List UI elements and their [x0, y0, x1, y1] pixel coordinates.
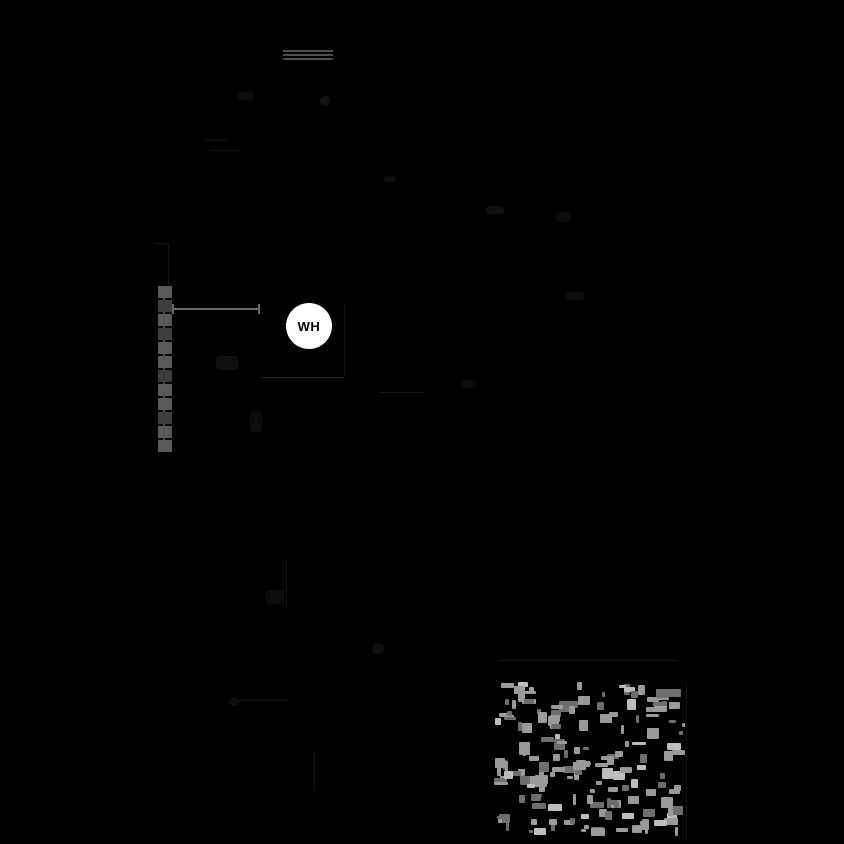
texture-fleck	[512, 700, 516, 709]
texture-fleck	[669, 756, 672, 759]
texture-fleck	[642, 819, 649, 830]
texture-fleck	[497, 816, 506, 819]
texture-fleck	[620, 767, 632, 773]
structural-line	[344, 303, 345, 377]
texture-fleck	[523, 746, 526, 756]
texture-fleck	[616, 828, 628, 832]
texture-fleck	[622, 785, 629, 791]
texture-fleck	[532, 803, 546, 809]
texture-fleck	[531, 819, 537, 825]
texture-fleck	[608, 800, 618, 805]
texture-fleck	[622, 813, 634, 819]
texture-fleck	[538, 712, 547, 723]
texture-fleck	[658, 782, 666, 788]
structural-line	[286, 560, 287, 608]
texture-fleck	[682, 723, 685, 727]
stair-ladder-symbol	[158, 286, 172, 452]
speckled-texture-area	[494, 682, 686, 840]
texture-fleck	[631, 691, 638, 698]
ladder-rung	[158, 286, 172, 298]
texture-fleck	[585, 762, 591, 765]
texture-fleck	[522, 723, 532, 733]
faint-blob	[250, 412, 262, 432]
texture-fleck	[615, 751, 623, 757]
texture-fleck	[498, 819, 502, 823]
structural-line	[314, 750, 315, 790]
texture-fleck	[587, 795, 593, 804]
texture-fleck	[625, 741, 629, 747]
ladder-rung	[158, 314, 172, 326]
texture-fleck	[627, 699, 636, 710]
texture-fleck	[529, 756, 539, 761]
texture-fleck	[564, 750, 568, 758]
ladder-rung	[158, 300, 172, 312]
texture-fleck	[597, 702, 604, 710]
texture-fleck	[596, 781, 602, 785]
texture-fleck	[529, 687, 534, 694]
texture-fleck	[631, 779, 638, 788]
texture-fleck	[495, 718, 501, 725]
texture-fleck	[495, 758, 505, 768]
texture-fleck	[501, 683, 514, 688]
structural-line	[212, 150, 240, 151]
texture-fleck	[590, 789, 595, 793]
faint-blob	[238, 92, 254, 100]
texture-fleck	[574, 747, 580, 754]
texture-fleck	[675, 827, 678, 836]
faint-blob	[266, 590, 284, 604]
texture-fleck	[527, 784, 535, 788]
texture-fleck	[541, 737, 554, 742]
texture-fleck	[524, 699, 534, 704]
ladder-rung	[158, 440, 172, 452]
texture-fleck	[551, 724, 561, 729]
texture-fleck	[581, 814, 589, 819]
texture-fleck	[549, 819, 557, 825]
texture-fleck	[646, 714, 659, 717]
structural-line	[686, 682, 687, 840]
texture-fleck	[636, 715, 639, 723]
texture-fleck	[567, 776, 573, 779]
texture-fleck	[660, 773, 665, 779]
texture-fleck	[595, 763, 608, 767]
texture-fleck	[539, 762, 549, 772]
texture-fleck	[647, 728, 659, 739]
texture-fleck	[578, 696, 590, 705]
ladder-rung	[158, 370, 172, 382]
texture-fleck	[656, 689, 669, 698]
structural-line	[168, 243, 169, 287]
texture-fleck	[573, 794, 576, 805]
texture-fleck	[669, 789, 680, 794]
faint-blob	[566, 292, 584, 300]
texture-fleck	[679, 731, 683, 735]
texture-fleck	[557, 741, 567, 744]
texture-fleck	[668, 806, 673, 816]
texture-fleck	[551, 705, 563, 709]
texture-fleck	[608, 787, 618, 792]
faint-blob	[216, 356, 238, 370]
texture-fleck	[550, 772, 555, 777]
faint-blob	[229, 698, 239, 706]
faint-blob	[320, 96, 330, 106]
texture-fleck	[583, 747, 589, 750]
ladder-rung	[158, 412, 172, 424]
texture-fleck	[638, 685, 645, 695]
faint-blob	[462, 380, 476, 388]
texture-fleck	[653, 702, 662, 706]
texture-fleck	[621, 725, 624, 734]
texture-fleck	[529, 830, 533, 833]
texture-fleck	[602, 692, 605, 697]
texture-fleck	[573, 762, 577, 770]
texture-fleck	[602, 768, 613, 779]
texture-fleck	[575, 770, 582, 775]
texture-fleck	[548, 804, 562, 811]
ladder-rung	[158, 426, 172, 438]
texture-fleck	[668, 689, 681, 697]
texture-fleck	[654, 820, 667, 826]
ladder-rung	[158, 342, 172, 354]
texture-fleck	[640, 754, 647, 763]
texture-fleck	[646, 789, 656, 796]
texture-fleck	[646, 707, 658, 712]
structural-line	[262, 377, 344, 378]
texture-fleck	[643, 809, 655, 817]
texture-fleck	[662, 701, 667, 706]
structural-line	[205, 140, 227, 141]
texture-fleck	[553, 754, 560, 761]
texture-fleck	[667, 743, 681, 750]
texture-fleck	[581, 829, 586, 832]
faint-blob	[556, 212, 570, 222]
texture-fleck	[518, 722, 522, 731]
texture-fleck	[539, 783, 545, 792]
texture-fleck	[494, 782, 508, 785]
texture-fleck	[601, 756, 612, 760]
texture-fleck	[632, 825, 642, 833]
structural-line	[380, 392, 426, 393]
texture-fleck	[628, 796, 639, 804]
water-heater-node[interactable]	[286, 303, 332, 349]
texture-fleck	[591, 828, 605, 836]
texture-fleck	[507, 711, 512, 716]
texture-fleck	[669, 702, 680, 709]
texture-fleck	[535, 775, 548, 784]
texture-fleck	[637, 765, 646, 770]
structural-line	[155, 243, 169, 244]
texture-fleck	[514, 686, 525, 694]
texture-fleck	[570, 818, 575, 824]
texture-fleck	[577, 682, 582, 690]
texture-fleck	[505, 699, 509, 705]
dimension-line	[172, 308, 260, 310]
faint-blob	[372, 644, 384, 654]
texture-fleck	[609, 712, 618, 717]
structural-line	[498, 660, 678, 661]
structural-line	[230, 700, 290, 701]
hatched-bar	[283, 50, 333, 62]
texture-fleck	[519, 795, 525, 803]
texture-fleck	[669, 720, 676, 723]
texture-fleck	[605, 811, 612, 820]
faint-blob	[486, 206, 504, 214]
texture-fleck	[504, 771, 513, 779]
texture-fleck	[569, 706, 575, 714]
ladder-rung	[158, 356, 172, 368]
water-heater-label: WH	[297, 318, 321, 334]
texture-fleck	[632, 742, 646, 745]
faint-blob	[384, 176, 396, 182]
texture-fleck	[534, 828, 546, 835]
ladder-rung	[158, 384, 172, 396]
texture-fleck	[531, 797, 541, 801]
ladder-rung	[158, 398, 172, 410]
ladder-rung	[158, 328, 172, 340]
texture-fleck	[579, 720, 588, 731]
texture-fleck	[504, 717, 516, 720]
texture-fleck	[672, 750, 685, 755]
